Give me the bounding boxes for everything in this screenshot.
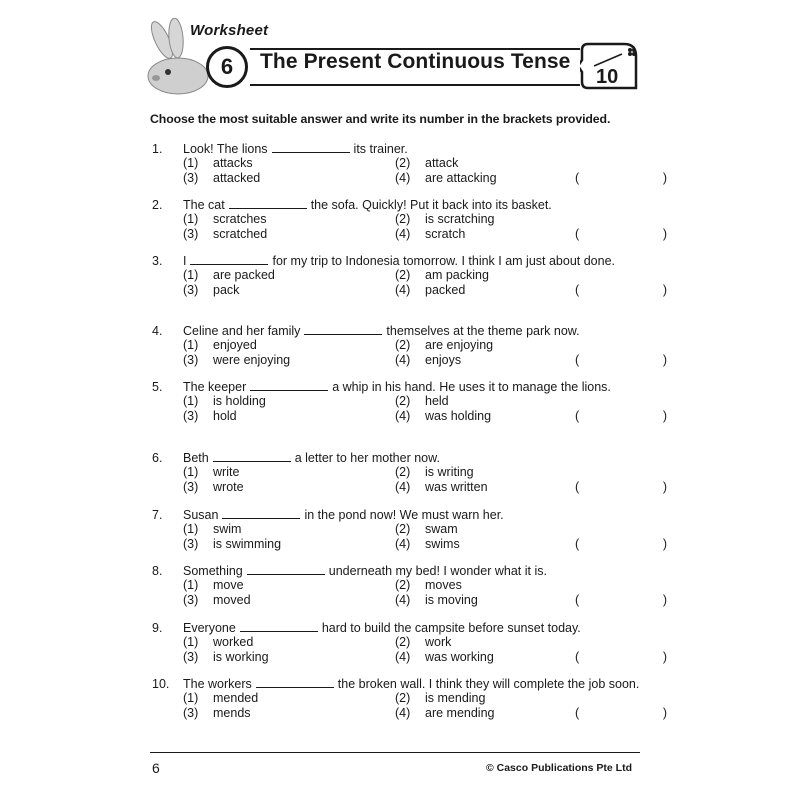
bracket-open: ( — [575, 705, 580, 720]
bracket-open: ( — [575, 536, 580, 551]
bracket-open: ( — [575, 226, 580, 241]
option-text: enjoys — [425, 352, 462, 367]
option-4 — [395, 283, 465, 297]
option-number: (1) — [183, 578, 199, 593]
option-number: (3) — [183, 536, 199, 551]
footer-divider — [150, 752, 640, 753]
option-text: are mending — [425, 705, 495, 720]
option-text: am packing — [425, 268, 489, 283]
bracket-close: ) — [662, 479, 667, 494]
option-text: pack — [213, 282, 240, 297]
option-number: (1) — [183, 156, 199, 171]
option-text: was holding — [425, 408, 492, 423]
option-text: moves — [425, 578, 462, 593]
answer-blank — [272, 142, 350, 153]
question-stem — [183, 380, 640, 394]
option-text: scratch — [425, 226, 466, 241]
stem-after-blank: in the pond now! We must warn her. — [304, 508, 504, 522]
option-number: (4) — [395, 282, 411, 297]
question-stem — [183, 564, 640, 578]
option-number: (1) — [183, 394, 199, 409]
option-4 — [395, 706, 495, 720]
option-text: mended — [213, 691, 259, 706]
answer-blank — [304, 324, 382, 335]
option-2 — [395, 691, 485, 705]
option-number: (4) — [395, 649, 411, 664]
bracket-close: ) — [662, 226, 667, 241]
option-number: (4) — [395, 352, 411, 367]
page-title: The Present Continuous Tense — [260, 50, 571, 73]
bracket-close: ) — [662, 170, 667, 185]
bracket-close: ) — [662, 408, 667, 423]
question-item — [150, 677, 667, 720]
option-number: (4) — [395, 705, 411, 720]
option-number: (1) — [183, 465, 199, 480]
option-number: (1) — [183, 268, 199, 283]
question-stem — [183, 621, 640, 635]
stem-after-blank: a whip in his hand. He uses it to manage the lions. — [332, 380, 611, 394]
answer-blank — [250, 380, 328, 391]
option-3 — [183, 537, 281, 551]
option-number: (4) — [395, 170, 411, 185]
option-1 — [183, 691, 258, 705]
option-number: (2) — [395, 338, 411, 353]
option-1 — [183, 212, 267, 226]
stem-before-blank: Celine and her family — [183, 324, 301, 338]
question-item — [150, 451, 667, 494]
option-number: (3) — [183, 705, 199, 720]
copyright: © Casco Publications Pte Ltd — [485, 762, 632, 774]
option-number: (4) — [395, 479, 411, 494]
option-text: is moving — [425, 592, 478, 607]
question-number: 7. — [152, 508, 163, 522]
bracket-open: ( — [575, 479, 580, 494]
stem-before-blank: Something — [183, 564, 243, 578]
option-1 — [183, 268, 275, 282]
option-text: mends — [213, 705, 251, 720]
option-number: (3) — [183, 352, 199, 367]
stem-before-blank: Beth — [183, 451, 209, 465]
option-3 — [183, 409, 237, 423]
option-3 — [183, 706, 251, 720]
option-text: is working — [213, 649, 269, 664]
option-2 — [395, 338, 493, 352]
option-text: hold — [213, 408, 237, 423]
option-4 — [395, 353, 461, 367]
option-number: (3) — [183, 592, 199, 607]
answer-blank — [240, 621, 318, 632]
option-text: swam — [425, 522, 458, 537]
option-number: (1) — [183, 212, 199, 227]
score-total: 10 — [596, 66, 619, 88]
question-item — [150, 380, 667, 423]
question-stem — [183, 451, 640, 465]
bracket-close: ) — [662, 592, 667, 607]
option-1 — [183, 635, 253, 649]
option-number: (3) — [183, 649, 199, 664]
bracket-close: ) — [662, 649, 667, 664]
option-number: (2) — [395, 635, 411, 650]
question-stem — [183, 508, 640, 522]
option-number: (3) — [183, 282, 199, 297]
option-3 — [183, 171, 260, 185]
option-text: is scratching — [425, 212, 495, 227]
option-text: was written — [425, 479, 488, 494]
question-item — [150, 142, 667, 185]
stem-after-blank: the broken wall. I think they will complete the job soon. — [337, 677, 640, 691]
option-text: is holding — [213, 394, 266, 409]
worksheet-number: 6 — [206, 46, 248, 88]
option-number: (1) — [183, 635, 199, 650]
bracket-open: ( — [575, 408, 580, 423]
option-4 — [395, 227, 465, 241]
answer-blank — [213, 451, 291, 462]
stem-before-blank: Look! The lions — [183, 142, 268, 156]
option-number: (2) — [395, 691, 411, 706]
stem-before-blank: Susan — [183, 508, 219, 522]
stem-after-blank: themselves at the theme park now. — [386, 324, 580, 338]
option-text: are attacking — [425, 170, 497, 185]
option-4 — [395, 650, 494, 664]
stem-before-blank: I — [183, 254, 187, 268]
option-number: (2) — [395, 522, 411, 537]
option-2 — [395, 212, 494, 226]
question-item — [150, 508, 667, 551]
option-1 — [183, 338, 257, 352]
option-number: (2) — [395, 212, 411, 227]
option-number: (3) — [183, 170, 199, 185]
option-number: (2) — [395, 156, 411, 171]
question-number: 6. — [152, 451, 163, 465]
option-3 — [183, 353, 290, 367]
question-number: 1. — [152, 142, 163, 156]
question-item — [150, 621, 667, 664]
option-text: worked — [213, 635, 254, 650]
stem-after-blank: its trainer. — [353, 142, 408, 156]
question-number: 2. — [152, 198, 163, 212]
bracket-close: ) — [662, 282, 667, 297]
option-text: attack — [425, 156, 459, 171]
bracket-close: ) — [662, 705, 667, 720]
option-text: swims — [425, 536, 460, 551]
bracket-open: ( — [575, 170, 580, 185]
question-stem — [183, 198, 640, 212]
question-stem — [183, 142, 640, 156]
bracket-open: ( — [575, 282, 580, 297]
question-item — [150, 564, 667, 607]
option-number: (2) — [395, 394, 411, 409]
option-text: attacked — [213, 170, 261, 185]
option-4 — [395, 537, 460, 551]
stem-before-blank: The workers — [183, 677, 252, 691]
option-1 — [183, 394, 266, 408]
option-number: (4) — [395, 536, 411, 551]
bracket-open: ( — [575, 649, 580, 664]
question-stem — [183, 677, 640, 691]
option-text: scratches — [213, 212, 267, 227]
option-text: move — [213, 578, 244, 593]
option-1 — [183, 522, 241, 536]
bracket-close: ) — [662, 536, 667, 551]
question-item — [150, 324, 667, 367]
option-number: (1) — [183, 338, 199, 353]
option-text: is mending — [425, 691, 486, 706]
option-text: attacks — [213, 156, 253, 171]
option-2 — [395, 522, 458, 536]
question-number: 9. — [152, 621, 163, 635]
question-item — [150, 254, 667, 297]
option-number: (3) — [183, 479, 199, 494]
option-2 — [395, 156, 458, 170]
option-3 — [183, 227, 267, 241]
option-text: held — [425, 394, 449, 409]
option-text: is writing — [425, 465, 474, 480]
option-number: (2) — [395, 268, 411, 283]
option-3 — [183, 283, 239, 297]
answer-blank — [229, 198, 307, 209]
option-3 — [183, 650, 269, 664]
option-text: scratched — [213, 226, 268, 241]
option-text: write — [213, 465, 240, 480]
option-text: work — [425, 635, 452, 650]
option-text: enjoyed — [213, 338, 257, 353]
option-number: (4) — [395, 592, 411, 607]
answer-blank — [222, 508, 300, 519]
question-number: 4. — [152, 324, 163, 338]
option-4 — [395, 593, 478, 607]
option-number: (2) — [395, 578, 411, 593]
worksheet-label: Worksheet — [190, 22, 269, 39]
option-text: swim — [213, 522, 242, 537]
option-number: (4) — [395, 408, 411, 423]
question-number: 10. — [152, 677, 170, 691]
stem-before-blank: Everyone — [183, 621, 236, 635]
option-3 — [183, 480, 244, 494]
option-text: are packed — [213, 268, 275, 283]
answer-blank — [256, 677, 334, 688]
option-number: (1) — [183, 691, 199, 706]
option-4 — [395, 480, 488, 494]
option-4 — [395, 171, 497, 185]
option-4 — [395, 409, 491, 423]
option-1 — [183, 578, 244, 592]
page-number: 6 — [152, 760, 160, 776]
option-number: (4) — [395, 226, 411, 241]
option-number: (2) — [395, 465, 411, 480]
option-3 — [183, 593, 251, 607]
option-text: packed — [425, 282, 466, 297]
option-text: are enjoying — [425, 338, 494, 353]
stem-before-blank: The keeper — [183, 380, 247, 394]
question-number: 5. — [152, 380, 163, 394]
option-text: were enjoying — [213, 352, 291, 367]
bracket-open: ( — [575, 592, 580, 607]
option-1 — [183, 156, 253, 170]
option-number: (1) — [183, 522, 199, 537]
option-2 — [395, 635, 451, 649]
stem-after-blank: hard to build the campsite before sunset today. — [321, 621, 581, 635]
question-item — [150, 198, 667, 241]
option-2 — [395, 578, 462, 592]
bracket-close: ) — [662, 352, 667, 367]
option-2 — [395, 394, 449, 408]
stem-after-blank: the sofa. Quickly! Put it back into its basket. — [310, 198, 552, 212]
option-number: (3) — [183, 408, 199, 423]
option-text: was working — [425, 649, 494, 664]
option-text: wrote — [213, 479, 244, 494]
question-stem — [183, 254, 640, 268]
option-2 — [395, 465, 474, 479]
question-stem — [183, 324, 640, 338]
stem-after-blank: underneath my bed! I wonder what it is. — [328, 564, 547, 578]
option-text: moved — [213, 592, 251, 607]
question-number: 8. — [152, 564, 163, 578]
answer-blank — [190, 254, 268, 265]
answer-blank — [247, 564, 325, 575]
instruction: Choose the most suitable answer and write its number in the brackets provided. — [150, 112, 611, 126]
question-number: 3. — [152, 254, 163, 268]
option-text: is swimming — [213, 536, 282, 551]
option-1 — [183, 465, 239, 479]
option-2 — [395, 268, 489, 282]
option-number: (3) — [183, 226, 199, 241]
stem-before-blank: The cat — [183, 198, 225, 212]
worksheet-header — [140, 18, 640, 98]
stem-after-blank: a letter to her mother now. — [294, 451, 440, 465]
bracket-open: ( — [575, 352, 580, 367]
stem-after-blank: for my trip to Indonesia tomorrow. I think I am just about done. — [272, 254, 616, 268]
